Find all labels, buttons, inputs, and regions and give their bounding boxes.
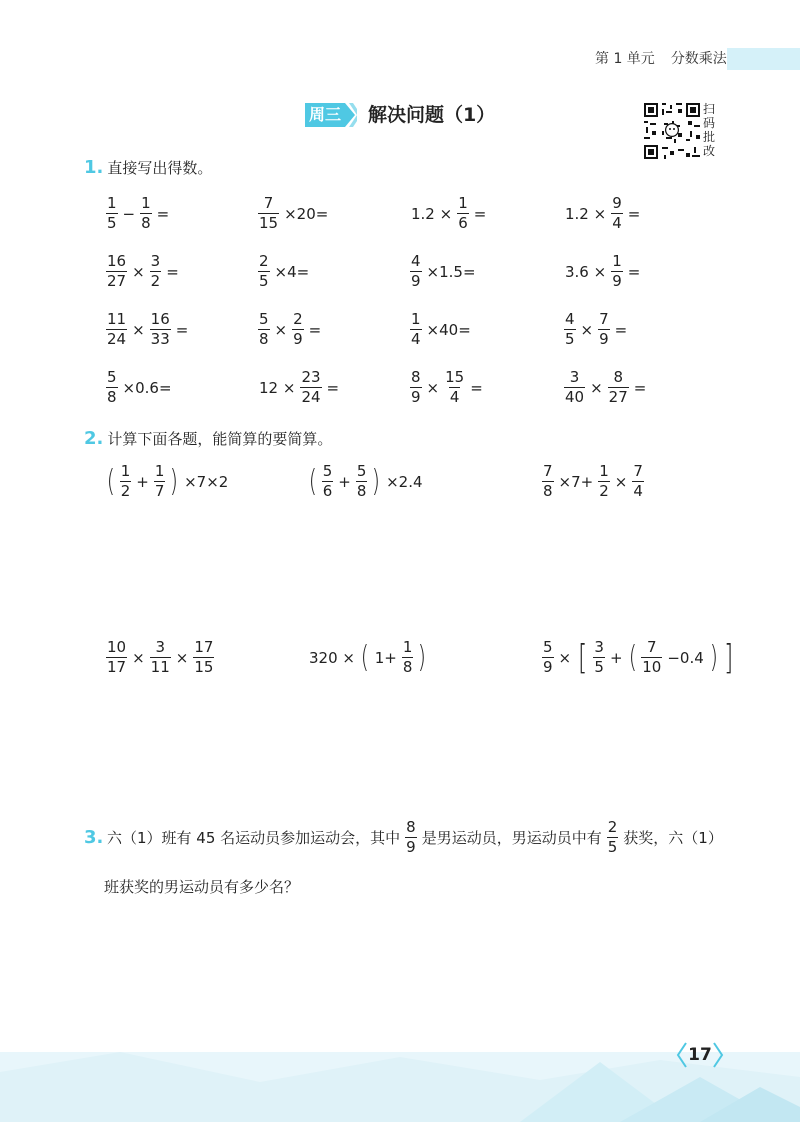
q1-expression: [256, 370, 342, 405]
operator-text: =: [473, 204, 487, 223]
operator-text: ×20=: [284, 204, 329, 223]
fraction: [607, 820, 619, 855]
numerator: 1: [599, 462, 609, 480]
numerator: 16: [150, 310, 170, 328]
question-1-text: 直接写出得数。: [107, 159, 213, 177]
operator-text: ×: [132, 648, 145, 667]
numerator: 11: [107, 310, 127, 328]
numerator: 2: [293, 310, 303, 328]
numerator: 1: [154, 462, 165, 480]
fraction: [322, 464, 334, 499]
qr-label-char: 扫: [703, 102, 716, 116]
fraction: [140, 196, 152, 231]
operator-text: =: [633, 378, 647, 397]
fraction: [611, 196, 623, 231]
operator-text: ×: [614, 472, 628, 491]
qr-label-char: 改: [703, 144, 716, 158]
fraction: [564, 312, 576, 347]
operator-text: 3.6 ×: [565, 262, 607, 281]
q1-expression: [104, 312, 191, 347]
fraction: [150, 312, 171, 347]
operator-text: ×: [590, 378, 603, 397]
q1-expression: [562, 196, 643, 231]
question-3-line-1: [104, 820, 726, 855]
question-2-number: 2.: [84, 428, 104, 449]
operator-text: +: [338, 472, 351, 491]
fraction: [608, 370, 629, 405]
q2-expression: [306, 464, 426, 499]
q2-expression: [540, 464, 646, 499]
numerator: 1: [411, 310, 421, 328]
fraction: [258, 312, 270, 347]
numerator: 7: [263, 194, 274, 212]
parenthesis: ): [372, 463, 381, 499]
question-2-heading: [84, 427, 332, 451]
q1-expression: [256, 312, 324, 347]
numerator: 5: [322, 462, 333, 480]
question-2-text: 计算下面各题，能简算的要简算。: [107, 430, 333, 448]
fraction: [300, 370, 321, 405]
operator-text: ×4=: [274, 262, 310, 281]
numerator: 5: [107, 368, 117, 386]
q1-expression: [562, 254, 643, 289]
operator-text: −0.4: [667, 648, 704, 667]
q1-expression: [408, 254, 479, 289]
denominator: 8: [356, 482, 367, 500]
denominator: 8: [543, 482, 553, 500]
denominator: 8: [141, 214, 151, 232]
numerator: 1: [107, 194, 117, 212]
operator-text: ×: [558, 648, 572, 667]
numerator: 1: [402, 638, 413, 656]
day-tag-label: 周三: [308, 105, 341, 124]
denominator: 4: [612, 214, 622, 232]
denominator: 4: [411, 330, 421, 348]
operator-text: 12 ×: [259, 378, 296, 397]
operator-text: =: [627, 262, 641, 281]
operator-text: ×7×2: [184, 472, 229, 491]
fraction: [106, 254, 127, 289]
operator-text: 320 ×: [309, 648, 355, 667]
denominator: 2: [599, 482, 609, 500]
numerator: 3: [155, 638, 165, 656]
qr-label-char: 码: [703, 116, 716, 130]
q2-expression: [306, 640, 429, 675]
bracket: ]: [724, 637, 734, 678]
operator-text: 1.2 ×: [411, 204, 453, 223]
numerator: 17: [194, 638, 214, 656]
denominator: 17: [107, 658, 127, 676]
qr-label-char: 批: [703, 130, 716, 144]
denominator: 6: [322, 482, 333, 500]
denominator: 33: [150, 330, 170, 348]
operator-text: ×: [580, 320, 594, 339]
denominator: 9: [411, 388, 421, 406]
q1-expression: [104, 254, 182, 289]
day-tag: [305, 103, 357, 127]
unit-label: 第 1 单元: [595, 51, 655, 67]
fraction: [410, 254, 422, 289]
q1-expression: [256, 196, 331, 231]
denominator: 4: [449, 388, 460, 406]
operator-text: =: [156, 204, 170, 223]
fraction: [193, 640, 214, 675]
denominator: 5: [565, 330, 575, 348]
fraction: [564, 370, 585, 405]
fraction: [150, 254, 162, 289]
numerator: 1: [458, 194, 468, 212]
operator-text: ×7+: [558, 472, 594, 491]
numerator: 4: [411, 252, 421, 270]
operator-text: +: [609, 648, 623, 667]
denominator: 24: [107, 330, 127, 348]
numerator: 2: [607, 818, 618, 836]
operator-text: 六（1）班有 45 名运动员参加运动会，其中: [107, 829, 401, 847]
denominator: 10: [642, 658, 662, 676]
question-3-line-2: 班获奖的男运动员有多少名？: [104, 878, 300, 896]
fraction: [641, 640, 662, 675]
q1-expression: [408, 312, 474, 347]
fraction: [258, 196, 279, 231]
question-3-number: 3.: [84, 827, 104, 848]
q1-expression: [408, 196, 489, 231]
operator-text: =: [627, 204, 641, 223]
denominator: 27: [608, 388, 628, 406]
numerator: 7: [543, 462, 553, 480]
fraction: [120, 464, 132, 499]
fraction: [444, 370, 465, 405]
operator-text: =: [175, 320, 189, 339]
q1-expression: [256, 254, 312, 289]
q1-expression: [562, 312, 630, 347]
operator-text: ×: [175, 648, 189, 667]
parenthesis: (: [106, 463, 115, 499]
fraction: [598, 464, 610, 499]
numerator: 5: [356, 462, 367, 480]
operator-text: =: [166, 262, 179, 281]
numerator: 1: [141, 194, 151, 212]
fraction: [150, 640, 171, 675]
question-1-heading: [84, 156, 212, 180]
parenthesis: (: [628, 639, 637, 675]
page-title: 解决问题（1）: [368, 104, 496, 126]
parenthesis: ): [418, 639, 427, 675]
numerator: 23: [301, 368, 321, 386]
denominator: 8: [259, 330, 269, 348]
numerator: 3: [150, 252, 161, 270]
operator-text: ×: [132, 320, 145, 339]
q2-expression: [104, 640, 216, 675]
denominator: 4: [633, 482, 643, 500]
running-header: [595, 48, 727, 70]
operator-text: 是男运动员，男运动员中有: [421, 829, 602, 847]
q1-expression: [408, 370, 486, 405]
operator-text: 1+: [374, 648, 397, 667]
operator-text: =: [308, 320, 322, 339]
denominator: 7: [154, 482, 165, 500]
fraction: [106, 640, 127, 675]
denominator: 40: [565, 388, 585, 406]
operator-text: ×: [274, 320, 288, 339]
operator-text: ×: [426, 378, 440, 397]
fraction: [405, 820, 417, 855]
fraction: [632, 464, 644, 499]
denominator: 8: [107, 388, 117, 406]
denominator: 5: [607, 838, 618, 856]
q1-expression: [562, 370, 649, 405]
q1-expression: [104, 370, 175, 405]
qr-code-icon[interactable]: [644, 103, 700, 159]
denominator: 9: [406, 838, 416, 856]
denominator: 9: [411, 272, 421, 290]
operator-text: =: [614, 320, 628, 339]
fraction: [410, 370, 422, 405]
fraction: [106, 196, 118, 231]
fraction: [356, 464, 368, 499]
numerator: 16: [107, 252, 127, 270]
denominator: 24: [301, 388, 321, 406]
numerator: 9: [612, 194, 622, 212]
fraction: [402, 640, 414, 675]
denominator: 15: [194, 658, 214, 676]
parenthesis: (: [308, 463, 317, 499]
fraction: [598, 312, 610, 347]
denominator: 9: [599, 330, 609, 348]
operator-text: =: [470, 378, 483, 397]
denominator: 8: [402, 658, 413, 676]
fraction: [457, 196, 469, 231]
operator-text: 获奖，六（1）: [623, 829, 723, 847]
operator-text: +: [136, 472, 149, 491]
numerator: 7: [633, 462, 643, 480]
parenthesis: ): [170, 463, 179, 499]
qr-label: [703, 102, 717, 158]
question-3-number-wrap: [84, 826, 103, 850]
fraction: [542, 640, 554, 675]
numerator: 1: [120, 462, 131, 480]
numerator: 5: [259, 310, 269, 328]
question-1-number: 1.: [84, 157, 104, 178]
denominator: 9: [612, 272, 622, 290]
q1-expression: [104, 196, 172, 231]
parenthesis: (: [360, 639, 369, 675]
denominator: 9: [293, 330, 303, 348]
page-number: 17: [688, 1045, 712, 1065]
numerator: 8: [613, 368, 623, 386]
operator-text: 1.2 ×: [565, 204, 607, 223]
denominator: 2: [120, 482, 131, 500]
fraction: [292, 312, 304, 347]
numerator: 2: [259, 252, 269, 270]
numerator: 7: [599, 310, 609, 328]
denominator: 5: [259, 272, 269, 290]
numerator: 5: [543, 638, 553, 656]
numerator: 3: [569, 368, 580, 386]
operator-text: =: [326, 378, 340, 397]
fraction: [542, 464, 554, 499]
denominator: 15: [259, 214, 279, 232]
parenthesis: ): [709, 639, 718, 675]
operator-text: −: [122, 204, 136, 223]
bracket: [: [578, 637, 588, 678]
numerator: 8: [406, 818, 416, 836]
q2-expression: [104, 464, 231, 499]
fraction: [410, 312, 422, 347]
denominator: 2: [150, 272, 161, 290]
fraction: [106, 312, 127, 347]
numerator: 4: [565, 310, 575, 328]
denominator: 27: [107, 272, 127, 290]
fraction: [593, 640, 605, 675]
fraction: [258, 254, 270, 289]
fraction: [154, 464, 166, 499]
denominator: 5: [107, 214, 117, 232]
operator-text: ×: [132, 262, 145, 281]
numerator: 8: [411, 368, 421, 386]
numerator: 10: [107, 638, 127, 656]
operator-text: ×2.4: [386, 472, 423, 491]
header-decor-bar: [727, 48, 800, 70]
fraction: [106, 370, 118, 405]
numerator: 15: [445, 368, 465, 386]
denominator: 9: [543, 658, 553, 676]
numerator: 3: [594, 638, 604, 656]
page-number-badge: [676, 1040, 724, 1070]
operator-text: ×0.6=: [122, 378, 172, 397]
denominator: 6: [458, 214, 468, 232]
numerator: 1: [612, 252, 622, 270]
topic-label: 分数乘法: [670, 51, 727, 67]
denominator: 11: [150, 658, 170, 676]
numerator: 7: [647, 638, 657, 656]
fraction: [611, 254, 623, 289]
denominator: 5: [594, 658, 604, 676]
q2-expression: [540, 637, 738, 678]
operator-text: ×1.5=: [426, 262, 476, 281]
operator-text: ×40=: [426, 320, 471, 339]
